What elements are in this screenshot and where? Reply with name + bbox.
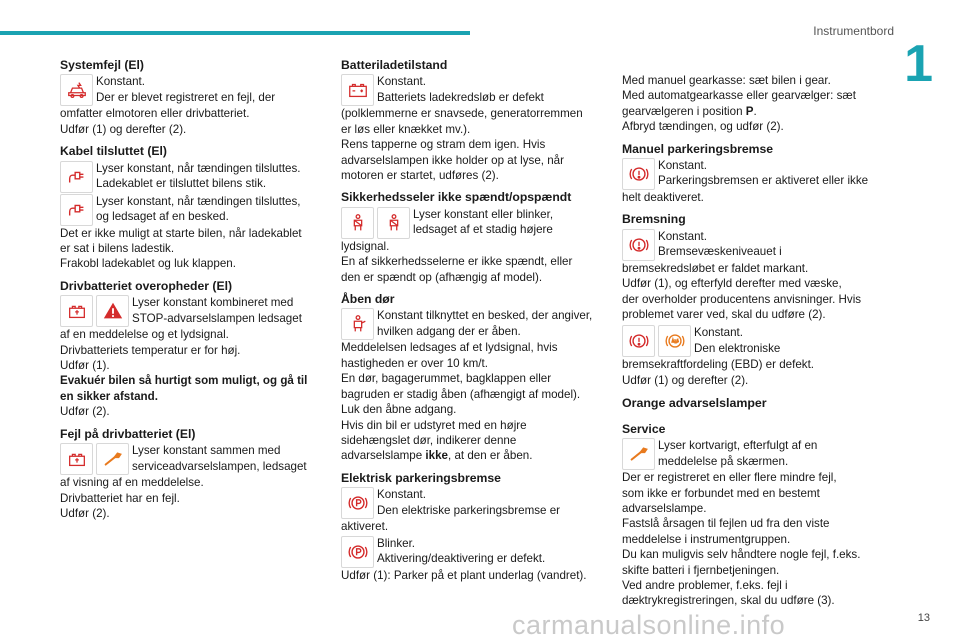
seatbelt-icon bbox=[341, 207, 374, 239]
elp-row-2 bbox=[341, 536, 603, 568]
abs-icon bbox=[658, 325, 691, 357]
text: Konstant. bbox=[658, 229, 707, 243]
elp-row-1 bbox=[341, 487, 603, 519]
text: Aktivering/deaktivering er defekt. bbox=[377, 551, 546, 565]
text: Lyser kortvarigt, efterfulgt af en bbox=[658, 439, 818, 453]
text: dæktrykregistreringen, skal du udføre (3). bbox=[622, 594, 835, 608]
kabel-row-2 bbox=[60, 194, 322, 226]
text bbox=[622, 104, 884, 119]
watermark: carmanualsonline.info bbox=[512, 610, 786, 640]
brake-icon bbox=[622, 229, 655, 261]
text: Konstant. bbox=[658, 159, 707, 173]
text: Ladekablet er tilsluttet bilens stik. bbox=[96, 177, 267, 191]
text: Med manuel gearkasse: sæt bilen i gear. bbox=[622, 74, 831, 87]
text: en sikker afstand. bbox=[60, 389, 158, 403]
text: Fastslå årsagen til fejlen ud fra den viste bbox=[622, 517, 830, 531]
systemfejl-row bbox=[60, 74, 322, 106]
text: Den elektriske parkeringsbremse er bbox=[377, 503, 560, 517]
text: motoren er startet, udføres (2). bbox=[341, 169, 499, 183]
plug-icon bbox=[60, 161, 93, 193]
text: Lyser konstant sammen med bbox=[132, 444, 281, 458]
text bbox=[341, 448, 603, 463]
text: helt deaktiveret. bbox=[622, 191, 704, 205]
text: den er spændt op (afhængig af model). bbox=[341, 270, 543, 284]
seler-row bbox=[341, 207, 603, 239]
text: Drivbatteriets temperatur er for høj. bbox=[60, 343, 241, 357]
text: Udfør (1) og derefter (2). bbox=[60, 122, 187, 136]
text-bold: ikke bbox=[425, 449, 448, 463]
text: Parkeringsbremsen er aktiveret eller ikke bbox=[658, 174, 869, 188]
bremsning-row-2 bbox=[622, 325, 884, 357]
text-part: , at den er åben. bbox=[448, 449, 533, 463]
column-3 bbox=[622, 58, 884, 609]
text: Med automatgearkasse eller gearvælger: sæt bbox=[622, 89, 856, 103]
text: hastigheden er over 10 km/t. bbox=[341, 356, 488, 370]
text: der overholder producentens anvisninger. Hvis bbox=[622, 292, 862, 306]
text: Lyser konstant, når tændingen tilsluttes. bbox=[96, 161, 301, 175]
text: Konstant. bbox=[377, 75, 426, 89]
text: Lyser konstant kombineret med bbox=[132, 296, 294, 310]
seatbelt-icon bbox=[377, 207, 410, 239]
text: (polklemmerne er snavsede, generatorremmen bbox=[341, 107, 583, 121]
text: Udfør (2). bbox=[60, 506, 110, 520]
heading-orange: Orange advarselslamper bbox=[622, 396, 767, 411]
text: advarselslampe. bbox=[622, 501, 707, 515]
text-part: advarselslampe bbox=[341, 449, 426, 463]
text: Udfør (1) og derefter (2). bbox=[622, 373, 749, 387]
warning-triangle-icon bbox=[96, 295, 129, 327]
page-number: 13 bbox=[917, 612, 930, 624]
text: Udfør (1), og efterfyld derefter med væske, bbox=[622, 277, 842, 291]
text: hvilken adgang der er åben. bbox=[377, 324, 521, 338]
heading-bremsning: Bremsning bbox=[622, 212, 686, 227]
text: Blinker. bbox=[377, 536, 416, 550]
heading-fejl: Fejl på drivbatteriet (El) bbox=[60, 426, 196, 441]
text: Der er blevet registreret en fejl, der bbox=[96, 90, 276, 104]
text: advarselslampen ikke holder op at lyse, når bbox=[341, 153, 564, 167]
heading-doer: Åben dør bbox=[341, 292, 395, 307]
bremsning-row-1 bbox=[622, 229, 884, 261]
text: Konstant. bbox=[377, 488, 426, 502]
heading-service: Service bbox=[622, 421, 666, 436]
column-2 bbox=[341, 58, 603, 583]
service-row bbox=[622, 438, 884, 470]
text-bold: P bbox=[745, 104, 754, 118]
text: bremsekraftfordeling (EBD) er defekt. bbox=[622, 358, 815, 372]
text-part: gearvælgeren i position bbox=[622, 104, 746, 118]
text: sidehængslet dør, indikerer denne bbox=[341, 433, 517, 447]
plug-icon bbox=[60, 194, 93, 226]
text: meddelelse på skærmen. bbox=[658, 454, 789, 468]
text: Hvis din bil er udstyret med en højre bbox=[341, 418, 527, 432]
doer-row bbox=[341, 308, 603, 340]
heading-kabel: Kabel tilsluttet (El) bbox=[60, 144, 167, 159]
text: Konstant. bbox=[96, 75, 145, 89]
section-title: Instrumentbord bbox=[813, 24, 894, 38]
text: Frakobl ladekablet og luk klappen. bbox=[60, 257, 236, 271]
heading-seler: Sikkerhedsseler ikke spændt/opspændt bbox=[341, 190, 572, 205]
heading-manuel: Manuel parkeringsbremse bbox=[622, 141, 774, 156]
parking-brake-icon bbox=[341, 487, 374, 519]
text: Meddelelsen ledsages af et lydsignal, hvis bbox=[341, 341, 558, 355]
column-1 bbox=[60, 58, 322, 521]
text: Evakuér bilen så hurtigt som muligt, og gå til bbox=[60, 374, 308, 388]
text: af en meddelelse og et lydsignal. bbox=[60, 328, 229, 342]
text: Det er ikke muligt at starte bilen, når ladekablet bbox=[60, 226, 302, 240]
text: skifte batteri i fjernbetjeningen. bbox=[622, 563, 780, 577]
heading-systemfejl: Systemfejl (El) bbox=[60, 58, 144, 72]
text: Luk den åbne adgang. bbox=[341, 403, 457, 417]
battery-temp-icon bbox=[60, 295, 93, 327]
battery-icon bbox=[341, 74, 374, 106]
text: serviceadvarselslampen, ledsaget bbox=[132, 459, 307, 473]
heading-overophedet: Drivbatteriet overopheder (El) bbox=[60, 278, 233, 293]
text: Der er registreret en eller flere mindre fejl, bbox=[622, 471, 837, 485]
text: som ikke er forbundet med en bestemt bbox=[622, 486, 820, 500]
brake-icon bbox=[622, 158, 655, 190]
text: Bremsevæskeniveauet i bbox=[658, 245, 782, 259]
door-open-icon bbox=[341, 308, 374, 340]
text: Den elektroniske bbox=[694, 341, 781, 355]
text: aktiveret. bbox=[341, 520, 389, 534]
header-accent-bar bbox=[0, 31, 470, 35]
text: Konstant. bbox=[694, 326, 743, 340]
wrench-icon bbox=[622, 438, 655, 470]
text: Ved andre problemer, f.eks. fejl i bbox=[622, 578, 788, 592]
wrench-icon bbox=[96, 443, 129, 475]
battery-temp-icon bbox=[60, 443, 93, 475]
text: En dør, bagagerummet, bagklappen eller bbox=[341, 372, 552, 386]
manuel-row bbox=[622, 158, 884, 190]
text: Drivbatteriet har en fejl. bbox=[60, 491, 180, 505]
batteri-row bbox=[341, 74, 603, 106]
parking-brake-icon bbox=[341, 536, 374, 568]
text: og ledsaget af en besked. bbox=[96, 210, 229, 224]
text: bagruden er stadig åben (afhængigt af model). bbox=[341, 387, 581, 401]
brake-icon bbox=[622, 325, 655, 357]
text: STOP-advarselslampen ledsaget bbox=[132, 311, 302, 325]
text: Udfør (1). bbox=[60, 359, 110, 373]
text: Konstant tilknyttet en besked, der angiver, bbox=[377, 309, 593, 323]
text: Udfør (2). bbox=[60, 405, 110, 419]
text: Lyser konstant eller blinker, bbox=[413, 207, 554, 221]
text: af visning af en meddelelse. bbox=[60, 476, 204, 490]
overophedet-row bbox=[60, 295, 322, 327]
heading-elp: Elektrisk parkeringsbremse bbox=[341, 470, 501, 485]
text: Afbryd tændingen, og udfør (2). bbox=[622, 120, 784, 134]
chapter-number: 1 bbox=[904, 35, 933, 93]
heading-batteri: Batteriladetilstand bbox=[341, 58, 448, 72]
car-fault-icon bbox=[60, 74, 93, 106]
text: Batteriets ladekredsløb er defekt bbox=[377, 90, 544, 104]
text: lydsignal. bbox=[341, 239, 390, 253]
text: er løs eller knækket mv.). bbox=[341, 122, 471, 136]
text: Lyser konstant, når tændingen tilsluttes, bbox=[96, 194, 301, 208]
text: Udfør (1): Parker på et plant underlag (vandret). bbox=[341, 568, 587, 582]
text: Rens tapperne og stram dem igen. Hvis bbox=[341, 138, 546, 152]
kabel-row-1 bbox=[60, 161, 322, 193]
text: bremsekredsløbet er faldet markant. bbox=[622, 261, 809, 275]
text: En af sikkerhedsselerne er ikke spændt, eller bbox=[341, 255, 573, 269]
text: meddelelse i instrumentgruppen. bbox=[622, 532, 791, 546]
text: Du kan muligvis selv håndtere nogle fejl, f.eks. bbox=[622, 548, 861, 562]
text: er sat i bilens ladestik. bbox=[60, 242, 175, 256]
text: problemet varer ved, skal du udføre (2). bbox=[622, 308, 826, 322]
text: ledsaget af et stadig højere bbox=[413, 223, 553, 237]
text: omfatter elmotoren eller drivbatteriet. bbox=[60, 107, 250, 121]
text-part: . bbox=[753, 104, 757, 118]
fejl-row bbox=[60, 443, 322, 475]
